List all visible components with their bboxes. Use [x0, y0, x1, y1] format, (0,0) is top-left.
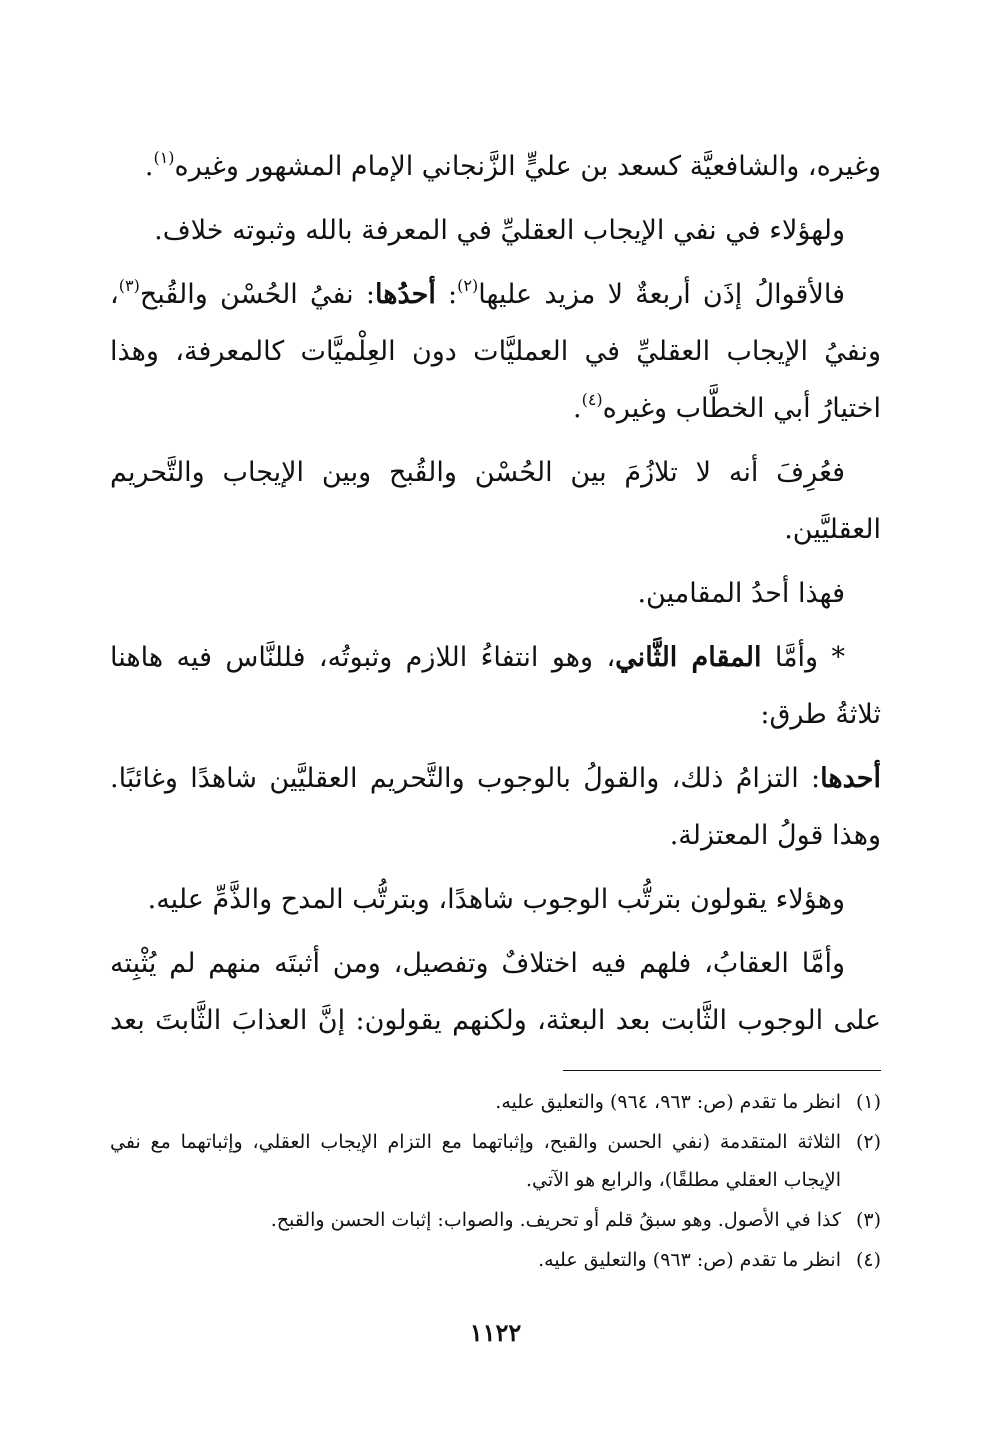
paragraph-8-text: وهؤلاء يقولون بترتُّب الوجوب شاهدًا، وبترتُّب المدح والذَّمِّ عليه.: [147, 884, 845, 915]
footnote-text: انظر ما تقدم (ص: ٩٦٣، ٩٦٤) والتعليق عليه.: [495, 1091, 841, 1113]
paragraph-6-text: ، وهو انتفاءُ اللازم وثبوتُه، فللنَّاس فيه هاهنا ثلاثةُ طرق:: [110, 642, 881, 730]
paragraph-7-bold: أحدها: [820, 763, 881, 794]
paragraph-3-text-d: ، ونفيُ الإيجاب العقليِّ في العمليَّات دون العِلْميَّات كالمعرفة، وهذا اختيارُ أبي الخطَّاب وغيره: [110, 279, 881, 424]
paragraph-9: [110, 935, 881, 1049]
paragraph-3-text-e: .: [572, 393, 582, 424]
footnote-3: [110, 1201, 881, 1239]
paragraph-5: [110, 565, 881, 622]
paragraph-3-bold: أحدُها: [375, 279, 436, 310]
footnote-ref-2: (٢): [457, 276, 479, 295]
footnote-number: (١): [855, 1091, 881, 1113]
footnote-ref-3: (٣): [118, 276, 140, 295]
footnotes: [110, 1083, 881, 1281]
paragraph-5-text: فهذا أحدُ المقامين.: [637, 578, 845, 609]
paragraph-9-text: وأمَّا العقابُ، فلهم فيه اختلافٌ وتفصيل، ومن أثبتَه منهم لم يُثْبِته على الوجوب الثَّابت بعد البعثة، ولكنهم يقولون: إنَّ العذابَ الثَّابتَ بعد: [110, 948, 881, 1036]
paragraph-6: [110, 629, 881, 743]
footnote-ref-1: (١): [153, 148, 175, 167]
footnote-4: [110, 1241, 881, 1279]
paragraph-6-prefix: وأمَّا: [761, 642, 819, 673]
footnote-text: الثلاثة المتقدمة (نفي الحسن والقبح، وإثباتهما مع التزام الإيجاب العقلي، وإثباتهما مع نفي الإيجاب العقلي مطلقًا)، والرابع هو الآتي.: [110, 1131, 841, 1191]
paragraph-1-end: .: [144, 151, 154, 182]
paragraph-8: [110, 871, 881, 928]
footnote-text: انظر ما تقدم (ص: ٩٦٣) والتعليق عليه.: [538, 1249, 841, 1271]
paragraph-6-bold: المقام الثَّاني: [615, 642, 762, 673]
paragraph-3-text-b: :: [435, 279, 458, 310]
footnote-ref-4: (٤): [581, 390, 603, 409]
footnote-number: (٢): [855, 1131, 881, 1153]
star-marker: *: [818, 642, 845, 673]
footnote-2: [110, 1123, 881, 1199]
footnote-1: [110, 1083, 881, 1121]
paragraph-3-text-a: فالأقوالُ إذَن أربعةٌ لا مزيد عليها: [478, 279, 845, 310]
paragraph-4-text: فعُرِفَ أنه لا تلازُمَ بين الحُسْن والقُبح وبين الإيجاب والتَّحريم العقليَّين.: [110, 457, 881, 545]
paragraph-4: [110, 444, 881, 558]
paragraph-1: [110, 138, 881, 195]
footnote-text: كذا في الأصول. وهو سبقُ قلم أو تحريف. والصواب: إثبات الحسن والقبح.: [270, 1209, 841, 1231]
page-number: ١١٢٢: [469, 1318, 522, 1347]
paragraph-7: [110, 750, 881, 864]
paragraph-2: [110, 202, 881, 259]
paragraph-2-text: ولهؤلاء في نفي الإيجاب العقليِّ في المعرفة بالله وثبوته خلاف.: [154, 215, 845, 246]
main-text: [110, 138, 881, 1056]
footnote-separator: [563, 1070, 881, 1071]
paragraph-1-text: وغيره، والشافعيَّة كسعد بن عليٍّ الزَّنجاني الإمام المشهور وغيره: [174, 151, 881, 182]
paragraph-7-text: : التزامُ ذلك، والقولُ بالوجوب والتَّحريم العقليَّين شاهدًا وغائبًا. وهذا قولُ المعتزلة.: [110, 763, 881, 851]
footnote-number: (٣): [855, 1209, 881, 1231]
footnote-number: (٤): [855, 1249, 881, 1271]
paragraph-3-text-c: : نفيُ الحُسْن والقُبح: [139, 279, 375, 310]
paragraph-3: [110, 266, 881, 437]
